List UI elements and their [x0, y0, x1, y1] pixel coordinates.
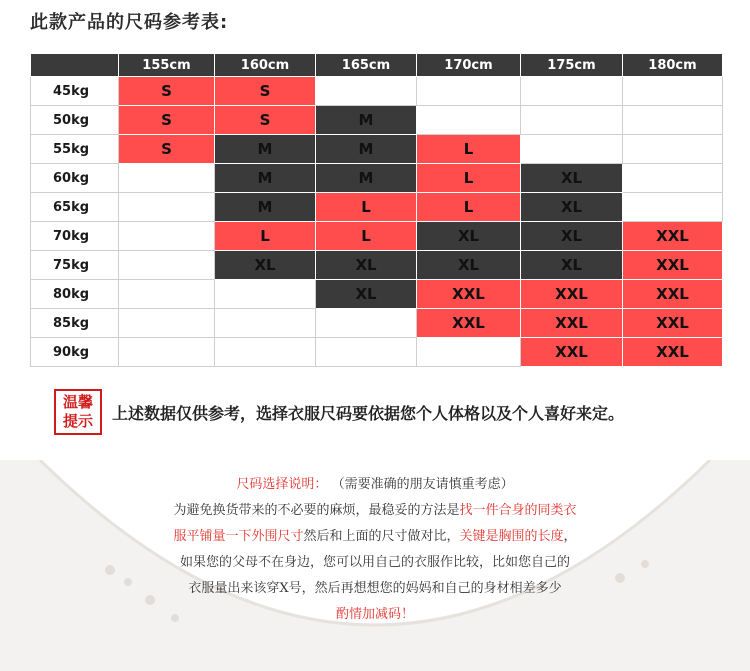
guide-heading: 尺码选择说明：	[236, 477, 328, 492]
size-cell	[119, 164, 215, 193]
size-chart-table	[30, 53, 723, 367]
size-cell	[119, 222, 215, 251]
size-cell: S	[119, 135, 215, 164]
size-cell	[521, 106, 623, 135]
table-row	[31, 309, 723, 338]
guide-line-2-highlight-a: 服平铺量一下外围尺寸	[173, 529, 304, 544]
size-cell: XXL	[521, 338, 623, 367]
weight-label: 45kg	[31, 77, 119, 106]
size-cell: M	[215, 164, 316, 193]
size-cell: M	[316, 135, 417, 164]
size-cell	[417, 338, 521, 367]
table-row	[31, 251, 723, 280]
size-cell: XXL	[623, 222, 723, 251]
size-cell	[417, 106, 521, 135]
size-cell: XXL	[417, 309, 521, 338]
size-cell	[119, 280, 215, 309]
size-cell: L	[215, 222, 316, 251]
size-cell: M	[316, 164, 417, 193]
size-cell	[316, 77, 417, 106]
size-cell: XL	[316, 251, 417, 280]
guide-line-2	[0, 524, 750, 550]
table-row	[31, 193, 723, 222]
table-row	[31, 164, 723, 193]
size-cell	[623, 135, 723, 164]
guide-line-2-end: ，	[563, 529, 577, 544]
guide-line-2-text: 然后和上面的尺寸做对比，	[303, 529, 460, 544]
size-cell	[215, 280, 316, 309]
size-cell: XL	[521, 193, 623, 222]
size-cell: XXL	[521, 280, 623, 309]
size-cell: XL	[521, 222, 623, 251]
weight-label: 75kg	[31, 251, 119, 280]
size-cell: M	[215, 135, 316, 164]
guide-line-4: 衣服量出来该穿X号，然后再想想您的妈妈和自己的身材相差多少	[188, 581, 562, 596]
size-cell	[119, 338, 215, 367]
size-cell	[316, 338, 417, 367]
weight-label: 70kg	[31, 222, 119, 251]
weight-label: 50kg	[31, 106, 119, 135]
size-cell: XXL	[521, 309, 623, 338]
height-header-row	[31, 54, 723, 77]
size-cell: XXL	[623, 251, 723, 280]
size-cell: M	[215, 193, 316, 222]
size-cell	[119, 251, 215, 280]
table-row	[31, 338, 723, 367]
weight-label: 80kg	[31, 280, 119, 309]
height-header-180cm: 180cm	[623, 54, 723, 77]
size-cell: S	[119, 106, 215, 135]
size-cell: XXL	[623, 309, 723, 338]
table-row	[31, 135, 723, 164]
size-cell: L	[417, 164, 521, 193]
height-header-155cm: 155cm	[119, 54, 215, 77]
size-cell: L	[417, 135, 521, 164]
size-cell: XXL	[417, 280, 521, 309]
size-cell	[417, 77, 521, 106]
size-cell	[215, 309, 316, 338]
size-cell	[623, 164, 723, 193]
size-cell	[521, 135, 623, 164]
size-cell: S	[119, 77, 215, 106]
guide-line-2-highlight-b: 关键是胸围的长度	[459, 529, 564, 544]
weight-label: 65kg	[31, 193, 119, 222]
guide-line-3: 如果您的父母不在身边，您可以用自己的衣服作比较，比如您自己的	[179, 555, 570, 570]
table-row	[31, 280, 723, 309]
guide-heading-line	[0, 472, 750, 498]
size-cell: XL	[215, 251, 316, 280]
size-cell: S	[215, 106, 316, 135]
tip-badge	[54, 389, 102, 435]
guide-line-5-highlight: 酌情加减码！	[335, 607, 414, 622]
size-cell: M	[316, 106, 417, 135]
height-header-175cm: 175cm	[521, 54, 623, 77]
guide-heading-note: （需要准确的朋友请慎重考虑）	[331, 477, 514, 492]
size-cell: XL	[316, 280, 417, 309]
size-cell: S	[215, 77, 316, 106]
height-header-165cm: 165cm	[316, 54, 417, 77]
size-cell: XL	[521, 251, 623, 280]
guide-line-1-text: 为避免换货带来的不必要的麻烦，最稳妥的方法是	[173, 503, 460, 518]
size-table-body	[31, 77, 723, 367]
size-cell	[623, 106, 723, 135]
size-cell: L	[417, 193, 521, 222]
tip-badge-line1: 温馨	[62, 393, 93, 411]
size-cell: L	[316, 193, 417, 222]
size-cell	[316, 309, 417, 338]
table-row	[31, 106, 723, 135]
size-cell: L	[316, 222, 417, 251]
size-cell: XL	[417, 251, 521, 280]
height-header-170cm: 170cm	[417, 54, 521, 77]
size-cell	[521, 77, 623, 106]
weight-label: 85kg	[31, 309, 119, 338]
weight-label: 55kg	[31, 135, 119, 164]
size-cell	[215, 338, 316, 367]
height-header-160cm: 160cm	[215, 54, 316, 77]
guide-line-5	[0, 602, 750, 628]
guide-line-1-highlight: 找一件合身的同类衣	[459, 503, 577, 518]
guide-line-1	[0, 498, 750, 524]
size-cell: XXL	[623, 280, 723, 309]
table-row	[31, 222, 723, 251]
tip-badge-line2: 提示	[62, 412, 93, 430]
size-guide-panel	[0, 460, 750, 671]
tip-text: 上述数据仅供参考，选择衣服尺码要依据您个人体格以及个人喜好来定。	[112, 403, 625, 423]
page-title: 此款产品的尺码参考表:	[30, 12, 229, 33]
size-cell: XL	[521, 164, 623, 193]
tip-section	[54, 389, 624, 435]
size-cell	[119, 193, 215, 222]
size-cell: XL	[417, 222, 521, 251]
weight-label: 90kg	[31, 338, 119, 367]
size-cell: XXL	[623, 338, 723, 367]
size-cell	[623, 193, 723, 222]
size-cell	[623, 77, 723, 106]
corner-cell	[31, 54, 119, 77]
table-row	[31, 77, 723, 106]
weight-label: 60kg	[31, 164, 119, 193]
size-cell	[119, 309, 215, 338]
